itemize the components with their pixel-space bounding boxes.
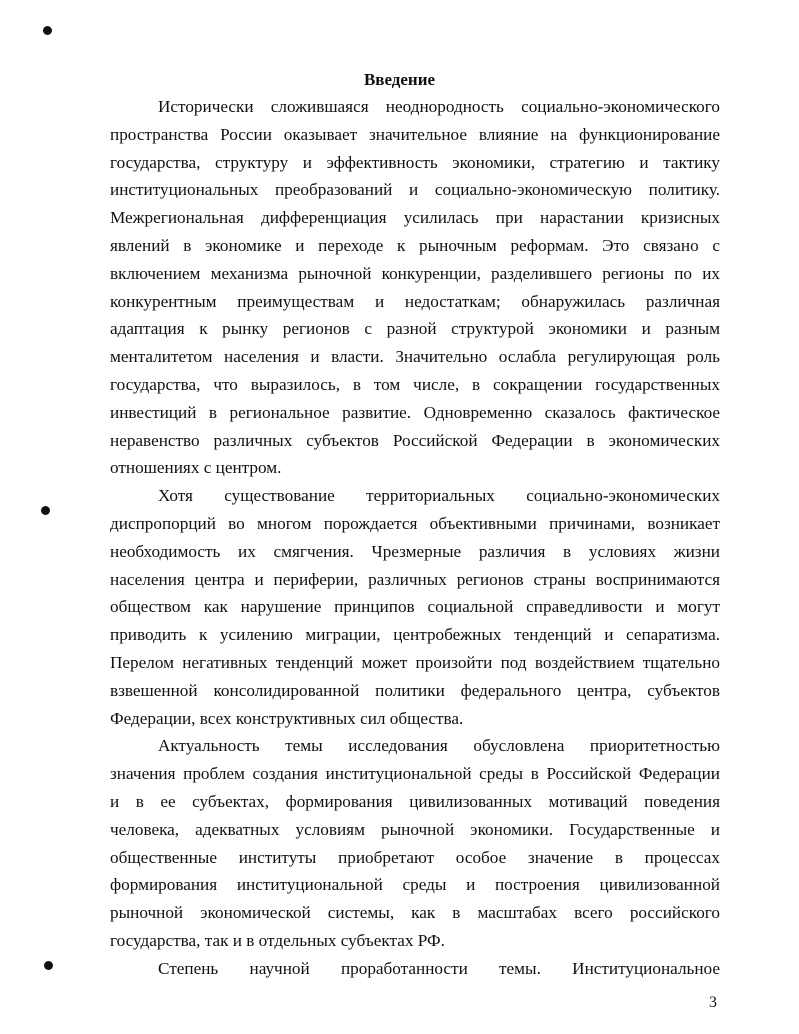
text-line: Актуальность темы исследования обусловлена приоритетностью <box>158 736 720 756</box>
text-line: формирования институциональной среды и построения цивилизованной <box>110 875 720 895</box>
text-line: и в ее субъектах, формирования цивилизованных мотиваций поведения <box>110 791 720 811</box>
text-line: государства, структуру и эффективность экономики, стратегию и тактику <box>110 152 720 172</box>
text-line: рыночной экономической системы, как в масштабах всего российского <box>110 903 720 923</box>
text-line: необходимость их смягчения. Чрезмерные различия в условиях жизни <box>110 541 720 561</box>
page-number: 3 <box>709 994 717 1011</box>
paragraph <box>110 93 720 482</box>
text-line: явлений в экономике и переходе к рыночным реформам. Это связано с <box>110 235 720 255</box>
text-line: пространства России оказывает значительное влияние на функционирование <box>110 124 720 144</box>
text-line: неравенство различных субъектов Российской Федерации в экономических <box>110 430 720 450</box>
paragraph <box>110 732 720 954</box>
text-line: государства, так и в отдельных субъектах РФ. <box>110 930 445 950</box>
page-title: Введение <box>363 70 436 89</box>
text-line: менталитетом населения и власти. Значительно ослабла регулирующая роль <box>110 347 720 367</box>
text-line: Степень научной проработанности темы. Институциональное <box>158 958 720 978</box>
text-line: населения центра и периферии, различных регионов страны воспринимаются <box>110 569 720 589</box>
scan-punch-hole-mark <box>43 26 52 35</box>
text-line: человека, адекватных условиям рыночной экономики. Государственные и <box>110 819 720 839</box>
text-line: отношениях с центром. <box>110 458 282 478</box>
text-line: взвешенной консолидированной политики федерального центра, субъектов <box>110 680 720 700</box>
text-line: обществом как нарушение принципов социальной справедливости и могут <box>110 597 720 617</box>
text-line: инвестиций в региональное развитие. Одновременно сказалось фактическое <box>110 402 720 422</box>
text-line: Хотя существование территориальных социально-экономических <box>158 486 720 506</box>
scan-punch-hole-mark <box>44 961 53 970</box>
paragraph <box>110 482 720 732</box>
text-line: Межрегиональная дифференциация усилилась при нарастании кризисных <box>110 208 720 228</box>
scan-punch-hole-mark <box>41 506 50 515</box>
text-line: включением механизма рыночной конкуренции, разделившего регионы по их <box>110 263 720 283</box>
text-line: значения проблем создания институциональной среды в Российской Федерации <box>110 764 720 784</box>
document-body <box>110 93 720 983</box>
text-line: диспропорций во многом порождается объективными причинами, возникает <box>110 513 720 533</box>
text-line: приводить к усилению миграции, центробежных тенденций и сепаратизма. <box>110 625 720 645</box>
paragraph <box>110 955 720 983</box>
text-line: государства, что выразилось, в том числе, в сокращении государственных <box>110 374 720 394</box>
text-line: Перелом негативных тенденций может произойти под воздействием тщательно <box>110 652 720 672</box>
text-line: Федерации, всех конструктивных сил общества. <box>110 708 464 728</box>
text-line: конкурентным преимуществам и недостаткам; обнаружилась различная <box>110 291 720 311</box>
text-line: общественные институты приобретают особое значение в процессах <box>110 847 720 867</box>
text-line: институциональных преобразований и социально-экономическую политику. <box>110 180 720 200</box>
text-line: адаптация к рынку регионов с разной структурой экономики и разным <box>110 319 720 339</box>
text-line: Исторически сложившаяся неоднородность социально-экономического <box>158 97 720 116</box>
